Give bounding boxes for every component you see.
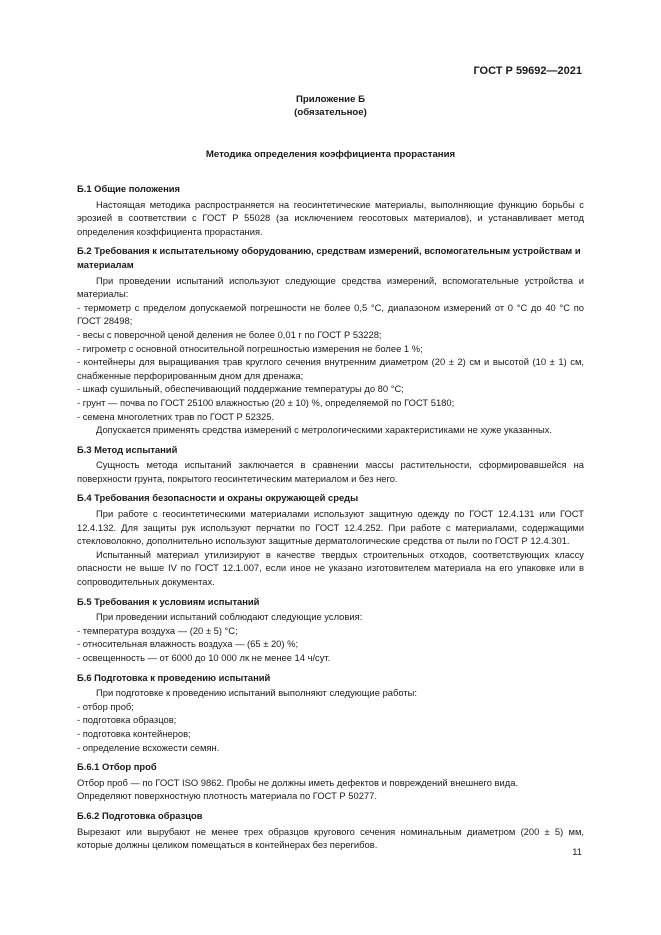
list-item: - температура воздуха — (20 ± 5) °C; bbox=[77, 624, 238, 636]
standard-code: ГОСТ Р 59692—2021 bbox=[473, 65, 582, 77]
annex-title: Приложение Б bbox=[296, 94, 365, 105]
list-item: - определение всхожести семян. bbox=[77, 741, 220, 753]
paragraph: При подготовке к проведению испытаний выполняют следующие работы: bbox=[96, 687, 418, 699]
list-item: - освещенность — от 6000 до 10 000 лк не менее 14 ч/сут. bbox=[77, 652, 331, 663]
list-item: - грунт — почва по ГОСТ 25100 влажностью (20 ± 10) %, определяемой по ГОСТ 5180; bbox=[77, 396, 455, 408]
paragraph: Настоящая методика распространяется на геосинтетические материалы, выполняющие функцию борьбы с эрозией в соответствии с ГОСТ Р 55028 (за исключением геосотовых материалов), и устанавливает метод определения коэффициента прорастания. bbox=[77, 198, 584, 237]
section-heading: Б.5 Требования к условиям испытаний bbox=[77, 595, 260, 607]
list-item: - контейнеры для выращивания трав круглого сечения внутренним диаметром (20 ± 2) см и высотой (10 ± 1) см, снабженные перфорированным дном для дренажа; bbox=[77, 356, 584, 381]
paragraph: Допускается применять средства измерений с метрологическими характеристиками не хуже указанных. bbox=[96, 424, 553, 436]
list-item: - подготовка образцов; bbox=[77, 714, 177, 726]
paragraph: Отбор проб — по ГОСТ ISO 9862. Пробы не должны иметь дефектов и повреждений внешнего вида. bbox=[77, 776, 519, 788]
page-number: 11 bbox=[572, 846, 582, 857]
list-item: - относительная влажность воздуха — (65 ± 20) %; bbox=[77, 638, 299, 650]
list-item: - термометр с пределом допускаемой погрешности не более 0,5 °C, диапазоном измерений от 0 °C до 40 °C по ГОСТ 28498; bbox=[77, 301, 584, 327]
list-item: - семена многолетних трав по ГОСТ Р 52325. bbox=[77, 410, 275, 422]
list-item: - отбор проб; bbox=[77, 700, 134, 712]
annex-status: (обязательное) bbox=[294, 107, 367, 118]
section-heading: Б.4 Требования безопасности и охраны окружающей среды bbox=[77, 492, 359, 504]
document-title: Методика определения коэффициента прорастания bbox=[205, 149, 456, 160]
paragraph: При проведении испытаний соблюдают следующие условия: bbox=[96, 611, 363, 623]
section-heading: Б.3 Метод испытаний bbox=[77, 443, 178, 455]
section-heading: Б.2 Требования к испытательному оборудованию, средствам измерений, вспомогательным устройствам и материалам bbox=[77, 245, 581, 270]
paragraph: Вырезают или вырубают не менее трех образцов кругового сечения номинальным диаметром (200 ± 5) мм, которые должны целиком помещаться в контейнерах без перегибов. bbox=[77, 825, 584, 851]
paragraph: Испытанный материал утилизируют в качестве твердых строительных отходов, соответствующих классу опасности не выше IV по ГОСТ 12.1.007, если иное не указано изготовителем материала на его упаковке или в сопроводительных документах. bbox=[77, 548, 584, 588]
paragraph: При проведении испытаний используют следующие средства измерений, вспомогательные устройства и материалы: bbox=[77, 274, 584, 300]
section-heading: Б.6.1 Отбор проб bbox=[77, 761, 157, 773]
section-heading: Б.6.2 Подготовка образцов bbox=[77, 809, 203, 821]
paragraph: При работе с геосинтетическими материалами используют защитную одежду по ГОСТ 12.4.131 или ГОСТ 12.4.132. Для защиты рук используют перчатки по ГОСТ 12.4.252. При работе с материалами, содержащими стекловолокно, дополнительно используют защитные дерматологические средства от пыли по ГОСТ Р 12.4.301. bbox=[77, 508, 584, 547]
list-item: - подготовка контейнеров; bbox=[77, 727, 191, 739]
section-heading: Б.1 Общие положения bbox=[77, 183, 180, 194]
document-body bbox=[77, 182, 584, 852]
list-item: - шкаф сушильный, обеспечивающий поддержание температуры до 80 °C; bbox=[77, 383, 404, 395]
paragraph: Определяют поверхностную плотность материала по ГОСТ Р 50277. bbox=[77, 790, 377, 802]
list-item: - гигрометр с основной относительной погрешностью измерения не более 1 %; bbox=[77, 342, 423, 354]
section-heading: Б.6 Подготовка к проведению испытаний bbox=[77, 671, 271, 683]
paragraph: Сущность метода испытаний заключается в сравнении массы растительности, сформировавшейся на поверхности грунта, покрытого геосинтетическим материалом и без него. bbox=[77, 459, 584, 484]
list-item: - весы с поверочной ценой деления не более 0,01 г по ГОСТ Р 53228; bbox=[77, 328, 382, 340]
